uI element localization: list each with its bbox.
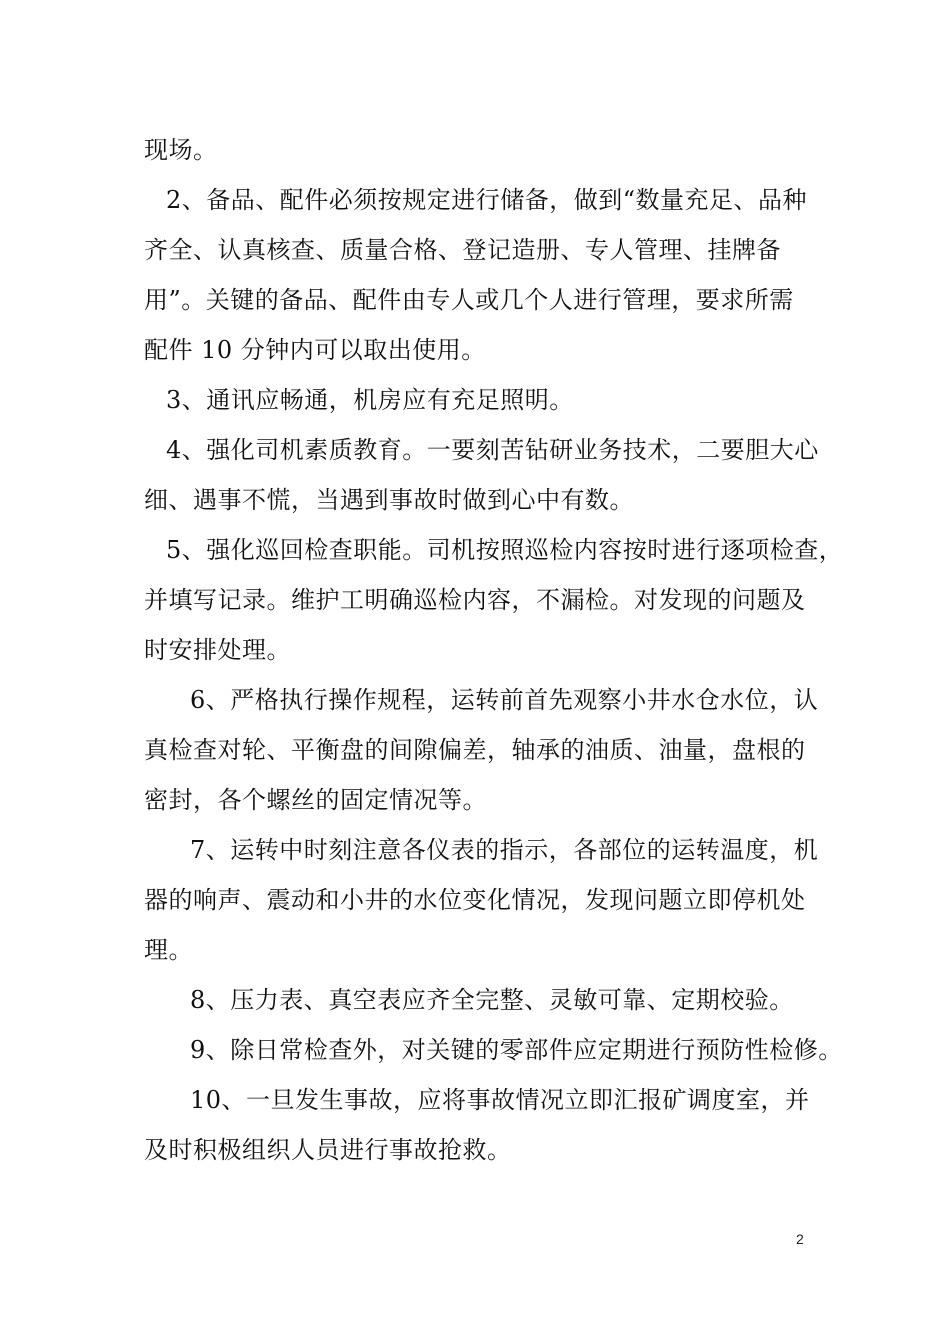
text-line: 细、遇事不慌，当遇到事故时做到心中有数。 [144,486,634,514]
text-line: 2、备品、配件必须按规定进行储备，做到“数量充足、品种 [166,186,808,214]
text-line: 配件 10 分钟内可以取出使用。 [144,336,486,364]
text-line: 9、除日常检查外，对关键的零部件应定期进行预防性检修。 [190,1036,843,1064]
text-line: 理。 [144,936,193,964]
text-line: 真检查对轮、平衡盘的间隙偏差，轴承的油质、油量，盘根的 [144,736,806,764]
text-line: 10、一旦发生事故，应将事故情况立即汇报矿调度室，并 [190,1086,810,1114]
text-line: 及时积极组织人员进行事故抢救。 [144,1136,512,1164]
text-line: 4、强化司机素质教育。一要刻苦钻研业务技术，二要胆大心 [166,436,819,464]
text-line: 8、压力表、真空表应齐全完整、灵敏可靠、定期校验。 [190,986,794,1014]
text-line: 器的响声、震动和小井的水位变化情况，发现问题立即停机处 [144,886,806,914]
text-line: 3、通讯应畅通，机房应有充足照明。 [166,386,574,414]
text-line: 齐全、认真核查、质量合格、登记造册、专人管理、挂牌备 [144,236,781,264]
text-line: 用”。关键的备品、配件由专人或几个人进行管理，要求所需 [144,286,794,314]
page-number: 2 [796,1231,804,1247]
text-line: 密封，各个螺丝的固定情况等。 [144,786,487,814]
text-line: 5、强化巡回检查职能。司机按照巡检内容按时进行逐项检查， [166,536,844,564]
text-line: 7、运转中时刻注意各仪表的指示，各部位的运转温度，机 [190,836,819,864]
text-line: 6、严格执行操作规程，运转前首先观察小井水仓水位，认 [190,686,819,714]
text-line: 并填写记录。维护工明确巡检内容，不漏检。对发现的问题及 [144,586,806,614]
text-line: 现场。 [144,136,218,164]
text-line: 时安排处理。 [144,636,291,664]
